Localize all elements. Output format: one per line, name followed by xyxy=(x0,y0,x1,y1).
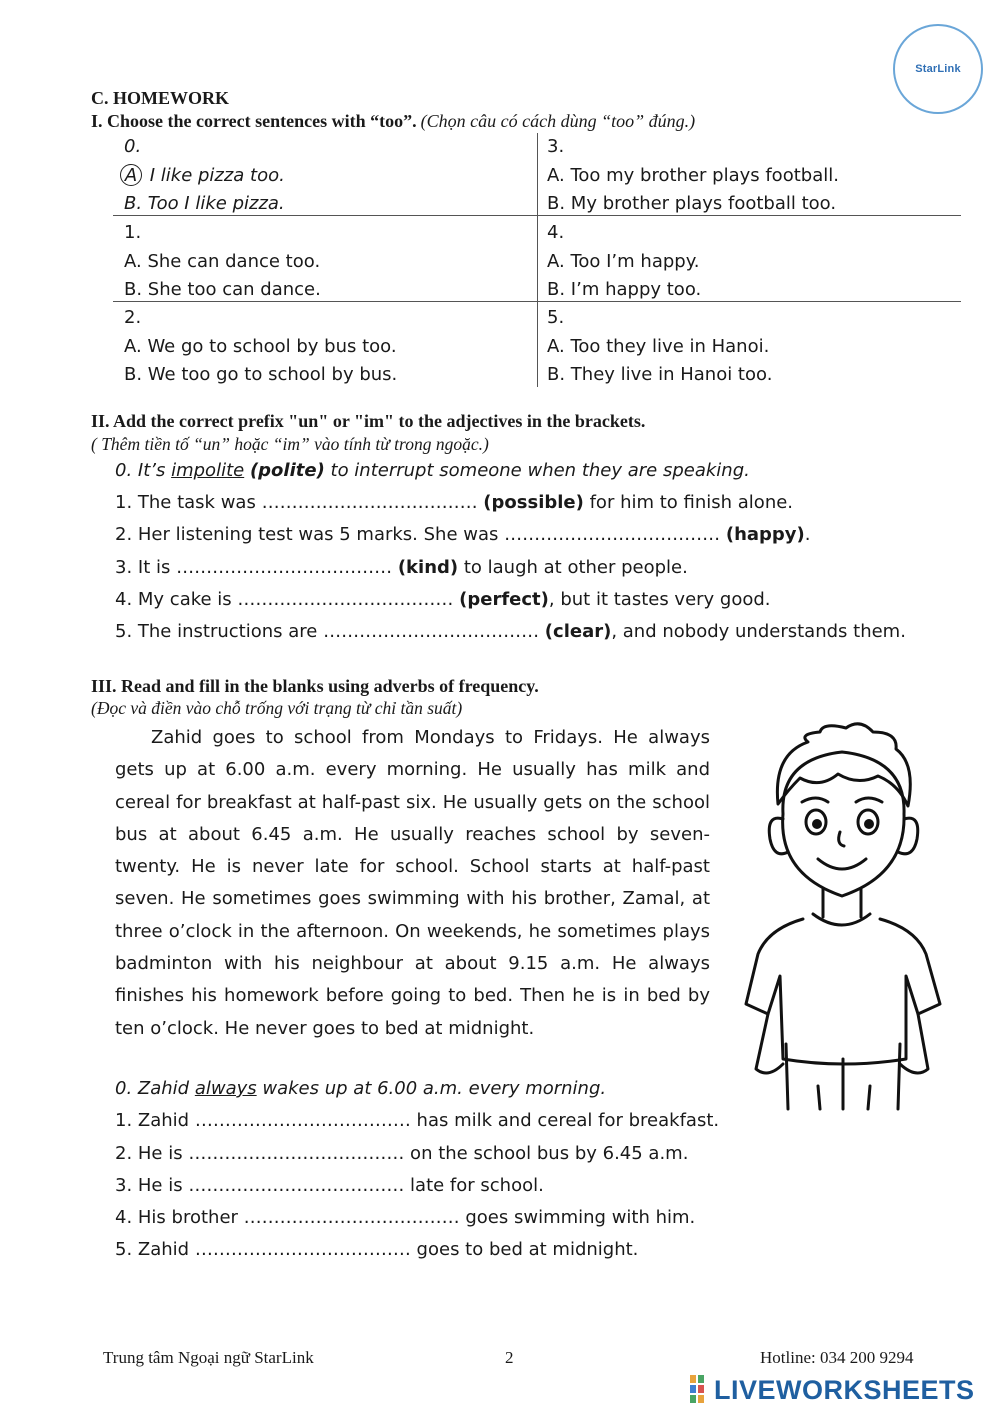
question-pre: 4. My cake is xyxy=(115,589,238,610)
option-b[interactable]: B. My brother plays football too. xyxy=(547,193,837,214)
example-answer: always xyxy=(194,1078,257,1099)
bracket-word: (perfect) xyxy=(459,589,549,610)
bracket-word: (kind) xyxy=(397,557,459,578)
part3-subtitle: (Đọc và điền vào chỗ trống với trạng từ chỉ tần suất) xyxy=(91,698,463,718)
answer-blank[interactable]: ……………………………… xyxy=(188,1143,405,1164)
prefix-question-1 xyxy=(115,492,793,513)
option-b[interactable]: B. I’m happy too. xyxy=(547,279,702,300)
part2-title: II. Add the correct prefix "un" or "im" to the adjectives in the brackets. xyxy=(91,411,646,431)
liveworksheets-text: LIVEWORKSHEETS xyxy=(714,1374,975,1405)
option-b[interactable]: B. We too go to school by bus. xyxy=(124,364,398,385)
question-pre: 2. Her listening test was 5 marks. She was xyxy=(115,524,505,545)
frequency-question-4 xyxy=(115,1207,695,1228)
answer-blank[interactable]: ……………………………… xyxy=(194,1239,411,1260)
question-number: 2. xyxy=(124,307,142,328)
question-post: goes swimming with him. xyxy=(459,1207,696,1228)
question-5 xyxy=(547,304,772,390)
answer-blank[interactable]: ……………………………… xyxy=(176,557,393,578)
option-b[interactable]: B. She too can dance. xyxy=(124,279,321,300)
prefix-example xyxy=(115,460,750,481)
footer-hotline: Hotline: 034 200 9294 xyxy=(760,1348,914,1367)
example-post: to interrupt someone when they are speaking. xyxy=(324,460,750,481)
question-1 xyxy=(124,219,321,305)
question-2 xyxy=(124,304,397,390)
answer-blank[interactable]: ……………………………… xyxy=(188,1175,405,1196)
question-number: 0. xyxy=(124,136,142,157)
answer-blank[interactable]: ……………………………… xyxy=(261,492,478,513)
part1-heading xyxy=(91,111,695,132)
example-word: (polite) xyxy=(249,460,325,481)
example-post: wakes up at 6.00 a.m. every morning. xyxy=(256,1078,607,1099)
bracket-word: (possible) xyxy=(483,492,584,513)
example-pre: 0. Zahid xyxy=(115,1078,195,1099)
prefix-question-4 xyxy=(115,589,771,610)
question-0 xyxy=(124,133,285,219)
question-pre: 3. He is xyxy=(115,1175,189,1196)
question-number: 5. xyxy=(547,307,565,328)
question-post: has milk and cereal for breakfast. xyxy=(410,1110,720,1131)
boy-illustration xyxy=(728,714,953,1114)
question-pre: 4. His brother xyxy=(115,1207,244,1228)
question-post: for him to finish alone. xyxy=(583,492,794,513)
option-a-text: I like pizza too. xyxy=(149,164,285,186)
answer-blank[interactable]: ……………………………… xyxy=(194,1110,411,1131)
option-b[interactable]: B. They live in Hanoi too. xyxy=(547,364,773,385)
page-number: 2 xyxy=(505,1348,514,1367)
question-pre: 5. The instructions are xyxy=(115,621,324,642)
example-pre: 0. It’s xyxy=(115,460,172,481)
bracket-word: (happy) xyxy=(725,524,805,545)
frequency-example xyxy=(115,1078,606,1099)
question-post: on the school bus by 6.45 a.m. xyxy=(404,1143,689,1164)
question-pre: 1. The task was xyxy=(115,492,262,513)
section-title: C. HOMEWORK xyxy=(91,88,229,108)
part2-subtitle: ( Thêm tiền tố “un” hoặc “im” vào tính từ trong ngoặc.) xyxy=(91,434,489,454)
question-post: to laugh at other people. xyxy=(458,557,688,578)
part1-subtitle: (Chọn câu có cách dùng “too” đúng.) xyxy=(420,111,696,131)
example-answer: impolite xyxy=(171,460,245,481)
question-pre: 1. Zahid xyxy=(115,1110,195,1131)
question-number: 3. xyxy=(547,136,565,157)
part1-title: I. Choose the correct sentences with “too”. xyxy=(91,111,417,131)
option-a[interactable]: A. Too my brother plays football. xyxy=(547,164,839,186)
prefix-question-3 xyxy=(115,557,688,578)
footer-center-name: Trung tâm Ngoại ngữ StarLink xyxy=(103,1348,314,1367)
option-a[interactable]: A. Too I’m happy. xyxy=(547,250,700,272)
question-post: goes to bed at midnight. xyxy=(410,1239,639,1260)
prefix-question-5 xyxy=(115,621,906,642)
question-pre: 2. He is xyxy=(115,1143,189,1164)
option-a[interactable]: A. We go to school by bus too. xyxy=(124,335,397,357)
question-number: 4. xyxy=(547,222,565,243)
question-pre: 5. Zahid xyxy=(115,1239,195,1260)
starlink-logo xyxy=(893,24,983,114)
question-number: 1. xyxy=(124,222,142,243)
frequency-question-2 xyxy=(115,1143,688,1164)
question-post: , and nobody understands them. xyxy=(611,621,906,642)
answer-blank[interactable]: ……………………………… xyxy=(504,524,721,545)
liveworksheets-icon xyxy=(690,1375,712,1405)
question-post: , but it tastes very good. xyxy=(548,589,771,610)
frequency-question-5 xyxy=(115,1239,638,1260)
option-a[interactable]: A. She can dance too. xyxy=(124,250,321,272)
prefix-question-2 xyxy=(115,524,811,545)
logo-text: StarLink xyxy=(915,63,961,75)
answer-blank[interactable]: ……………………………… xyxy=(323,621,540,642)
table-divider-vertical xyxy=(537,133,538,387)
reading-passage xyxy=(115,722,710,1045)
option-b[interactable]: B. Too I like pizza. xyxy=(124,193,285,214)
question-post: late for school. xyxy=(404,1175,544,1196)
part3-title: III. Read and fill in the blanks using adverbs of frequency. xyxy=(91,676,539,696)
liveworksheets-logo xyxy=(690,1372,990,1408)
option-a[interactable]: A. Too they live in Hanoi. xyxy=(547,335,770,357)
option-a[interactable] xyxy=(124,162,285,191)
answer-blank[interactable]: ……………………………… xyxy=(243,1207,460,1228)
question-4 xyxy=(547,219,701,305)
question-3 xyxy=(547,133,839,219)
bracket-word: (clear) xyxy=(544,621,612,642)
passage-text: Zahid goes to school from Mondays to Fridays. He always gets up at 6.00 a.m. every morning. He usually has milk and cereal for breakfast at half-past six. He usually gets on the school bus at about 6.45 a.m. He usually reaches school by seven-twenty. He is never late for school. School starts at half-past seven. He sometimes goes swimming with his brother, Zamal, at three o’clock in the afternoon. On weekends, he sometimes plays badminton with his neighbour at about 9.15 a.m. He always finishes his homework before going to bed. Then he is in bed by ten o’clock. He never goes to bed at midnight. xyxy=(115,727,710,1039)
selected-answer-circle: A xyxy=(120,164,142,186)
question-pre: 3. It is xyxy=(115,557,177,578)
answer-blank[interactable]: ……………………………… xyxy=(237,589,454,610)
frequency-question-1 xyxy=(115,1110,719,1131)
question-post: . xyxy=(804,524,811,545)
frequency-question-3 xyxy=(115,1175,544,1196)
